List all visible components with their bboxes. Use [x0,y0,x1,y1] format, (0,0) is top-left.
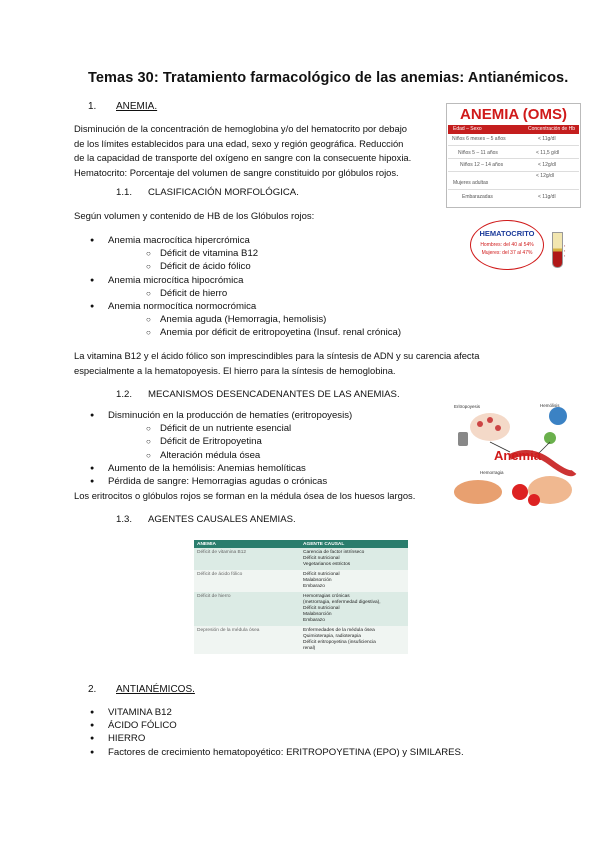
table-cell-causes [300,570,408,592]
erythrocyte-note: Los eritrocitos o glóbulos rojos se forman en la médula ósea de los huesos largos. [74,490,416,501]
section-1-heading [88,101,157,112]
section-1-1-number: 1.1. [116,187,133,198]
sub-list-item: ○ Alteración médula ósea [108,449,440,462]
oms-row-group: Embarazadas [462,194,493,200]
list-item [90,234,450,274]
list-item [90,409,440,462]
cause-line: Carencia de factor intrínseco [303,550,365,555]
cause-line: Embarazo [303,618,325,623]
cause-line: Embarazo [303,584,325,589]
list-item: ● VITAMINA B12 [90,706,570,719]
oms-row [448,135,579,146]
section-1-title: ANEMIA. [116,101,158,112]
oms-row [448,190,579,202]
anemia-definition-line: Disminución de la concentración de hemoglobina y/o del hematocrito por debajo [74,123,408,134]
illustration-tag: Hemólisis [540,403,560,408]
list-item-label: Anemia macrocítica hipercrómica [108,235,250,246]
red-blood-cell-icon [512,484,528,500]
cause-line: (metrorragia, enfermedad digestiva), [303,600,381,605]
list-item [90,274,450,300]
section-1-2-title: MECANISMOS DESENCADENANTES DE LAS ANEMIAS. [148,389,400,400]
vitamin-note-line: La vitamina B12 y el ácido fólico son imprescindibles para la síntesis de ADN y su carencia afecta [74,350,480,361]
cause-line: Vegetarianos estrictos [303,562,351,567]
hematocrit-definition: Hematocrito: Porcentaje del volumen de sangre constituido por glóbulos rojos. [74,166,399,178]
list-item: ● Pérdida de sangre: Hemorragias agudas o crónicas [90,475,440,488]
illustration-tag: Eritropoyesis [454,404,481,409]
hematocrit-badge [470,220,544,270]
oms-header-group: Edad – Sexo [453,126,482,132]
hematocrit-men: Hombres: del 40 al 54% [480,242,534,248]
oms-row-value: < 12g/dl [538,162,556,168]
list-item-label: Anemia microcítica hipocrómica [108,274,244,286]
vitamin-note-line: especialmente a la hematopoyesis. El hierro para la síntesis de hemoglobina. [74,364,396,376]
oms-anemia-table [446,103,581,208]
anemia-illustration [450,402,578,512]
table-header: AGENTE CAUSAL [300,540,408,548]
table-cell-anemia: Déficit de ácido fólico [194,570,300,592]
table-row [194,626,408,654]
illustration-label: Anemia [494,448,541,463]
hematocrit-title: HEMATOCRITO [479,229,535,238]
anemia-definition [74,122,436,180]
sub-list-item: ○ Déficit de ácido fólico [108,260,450,273]
illustration-tag: Hemorragia [480,470,504,475]
oms-row-group: Mujeres adultas [453,180,489,186]
cause-line: renal) [303,646,316,651]
causal-agents-table [194,540,408,654]
cause-line: Hemorragias crónicas [303,594,350,599]
test-tube-icon [552,232,563,268]
section-2-number: 2. [88,684,97,695]
list-item-label: Disminución en la producción de hematíes (eritropoyesis) [108,410,353,421]
cause-line: Quimioterapia, radioterapia [303,634,361,639]
sub-list-item: ○ Anemia aguda (Hemorragia, hemolisis) [108,313,450,326]
antianemics-list [90,706,570,759]
cause-line: Déficit nutricional [303,556,340,561]
oms-title: ANEMIA (OMS) [460,106,567,123]
section-1-1-title: CLASIFICACIÓN MORFOLÓGICA. [148,187,299,198]
table-cell-causes [300,626,408,654]
sub-list-item: ○ Déficit de vitamina B12 [108,247,450,260]
classification-intro: Según volumen y contenido de HB de los Glóbulos rojos: [74,211,315,222]
oms-row [448,146,579,159]
table-row [194,548,408,570]
cause-line: Malabsorción [303,578,332,583]
table-row [194,592,408,626]
section-1-number: 1. [88,101,97,112]
list-item: ● HIERRO [90,732,570,745]
table-row [194,570,408,592]
table-cell-anemia: Déficit de vitamina B12 [194,548,300,570]
cause-line: Déficit nutricional [303,606,340,611]
sub-list-item: ○ Déficit de Eritropoyetina [108,435,440,448]
mechanisms-list [90,409,440,488]
page-title: Temas 30: Tratamiento farmacológico de las anemias: Antianémicos. [88,70,569,86]
table-header-row [194,540,408,548]
oms-row-value: < 11g/dl [538,194,556,200]
oms-row [448,159,579,172]
anemia-definition-line: de los límites establecidos para una edad, sexo y región geográfica. Reducción [74,137,404,149]
section-1-3-number: 1.3. [116,514,133,525]
section-1-3-heading [116,514,296,525]
cause-line: Déficit eritropoyetina (insuficiencia [303,640,376,645]
table-header: ANEMIA [194,540,300,548]
intestine-icon [454,480,502,504]
sub-list-item: ○ Déficit de un nutriente esencial [108,422,440,435]
section-1-2-heading [116,389,400,400]
table-cell-causes [300,548,408,570]
list-item: ● ÁCIDO FÓLICO [90,719,570,732]
list-item-label: Anemia normocítica normocrómica [108,301,257,313]
list-item: ● Factores de crecimiento hematopoyético: ERITROPOYETINA (EPO) y SIMILARES. [90,746,570,759]
oms-row-value: < 11g/dl [538,136,556,142]
oms-row-value: < 12g/dl [536,173,554,179]
classification-list [90,234,450,340]
hematocrit-women: Mujeres: del 37 al 47% [481,250,533,256]
vitamin-note [74,349,552,378]
section-1-2-number: 1.2. [116,389,133,400]
oms-row-group: Niños 5 – 11 años [458,150,498,156]
oms-row-group: Niños 6 meses – 5 años [452,136,506,142]
anemia-definition-line: de la capacidad de transporte del oxígeno en sangre con la consecuente hipoxia. [74,152,412,163]
oms-row-value: < 11,5 g/dl [536,150,560,156]
cause-line: Enfermedades de la médula ósea [303,628,375,633]
section-2-title: ANTIANÉMICOS. [116,684,195,695]
oms-header [448,125,579,134]
sub-list-item: ○ Anemia por déficit de eritropoyetina (Insuf. renal crónica) [108,326,450,339]
list-item [90,300,450,340]
tube-labels-icon: ▪ ▪ ▪ [564,244,566,258]
section-1-1-heading [116,187,299,198]
oms-row [448,172,579,190]
section-2-heading [88,684,195,695]
virus-icon [549,407,567,425]
oms-row-group: Niños 12 – 14 años [460,162,504,168]
table-cell-anemia: Depresión de la médula ósea [194,626,300,654]
cause-line: Malabsorción [303,612,332,617]
section-1-3-title: AGENTES CAUSALES ANEMIAS. [148,514,296,525]
table-cell-anemia: Déficit de hierro [194,592,300,626]
sub-list-item: ○ Déficit de hierro [108,287,450,300]
cause-line: Déficit nutricional [303,572,340,577]
list-item: ● Aumento de la hemólisis: Anemias hemolíticas [90,462,440,475]
oms-header-value: Concentración de Hb [528,126,575,132]
table-cell-causes [300,592,408,626]
